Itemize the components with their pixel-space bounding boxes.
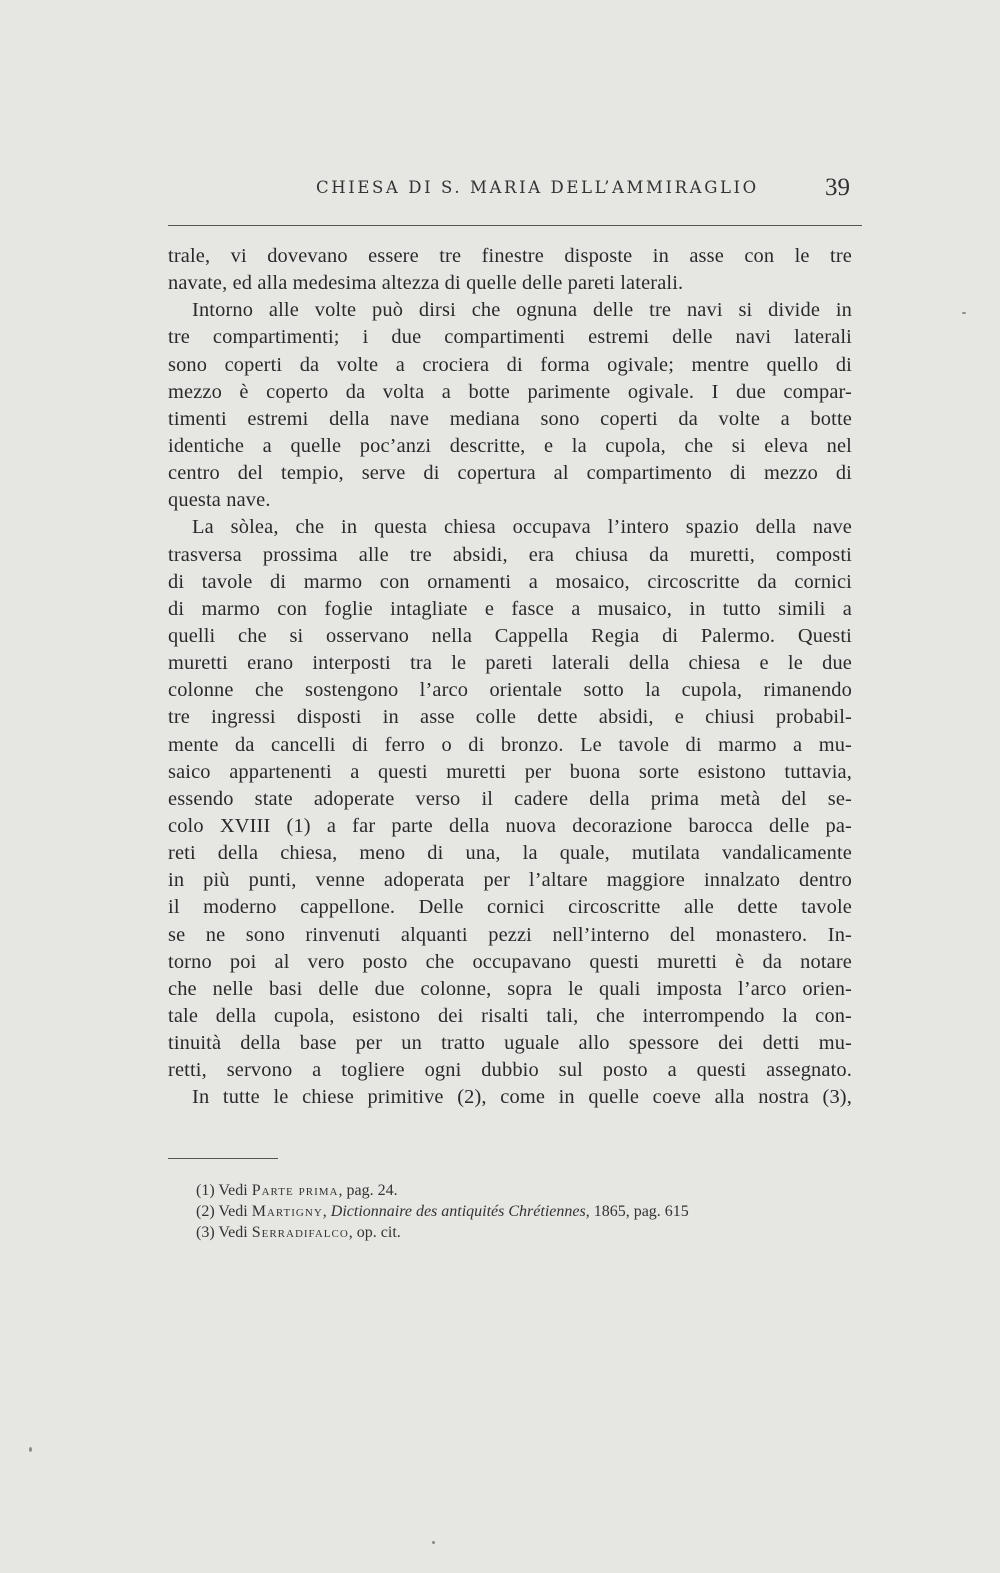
page-header	[168, 172, 852, 208]
paragraph-start-line: In tutte le chiese primitive (2), come in quelle coeve alla nostra (3),	[192, 1086, 852, 1109]
text-line: tale della cupola, esistono dei risalti tali, che interrompendo la con-	[168, 1004, 852, 1027]
running-title: CHIESA DI S. MARIA DELL’AMMIRAGLIO	[316, 178, 759, 197]
text-line: il moderno cappellone. Delle cornici circoscritte alle dette tavole	[168, 896, 852, 919]
footnote-text: Vedi	[218, 1203, 248, 1220]
text-line: navate, ed alla medesima altezza di quelle delle pareti laterali.	[168, 272, 684, 295]
footnote-work-title: Dictionnaire des antiquités Chrétiennes,	[330, 1203, 590, 1220]
paper-speck	[29, 1447, 32, 1452]
footnote-author: Martigny	[251, 1203, 323, 1220]
page-number: 39	[825, 174, 850, 201]
text-line: reti della chiesa, meno di una, la quale, mutilata vandalicamente	[168, 842, 852, 865]
footnote-marker: (1)	[196, 1182, 215, 1199]
text-line: trale, vi dovevano essere tre finestre disposte in asse con le tre	[168, 245, 852, 267]
text-line: timenti estremi della nave mediana sono coperti da volte a botte	[168, 407, 852, 430]
footnote-1	[196, 1180, 856, 1201]
text-line: di marmo con foglie intagliate e fasce a musaico, in tutto simili a	[168, 597, 852, 620]
text-line: saico appartenenti a questi muretti per buona sorte esistono tuttavia,	[168, 760, 852, 783]
footnote-2	[196, 1201, 856, 1222]
footnote-reference: Parte prima	[251, 1182, 339, 1199]
text-line: muretti erano interposti tra le pareti laterali della chiesa e le due	[168, 652, 852, 675]
footnote-marker: (3)	[196, 1224, 215, 1241]
text-line: in più punti, venne adoperata per l’altare maggiore innalzato dentro	[168, 869, 852, 892]
text-line: questa nave.	[168, 489, 271, 512]
footnote-rule	[168, 1158, 278, 1159]
text-line: quelli che si osservano nella Cappella Regia di Palermo. Questi	[168, 624, 852, 647]
text-line: colo XVIII (1) a far parte della nuova decorazione barocca delle pa-	[168, 814, 852, 837]
text-line: tre compartimenti; i due compartimenti estremi delle navi laterali	[168, 326, 852, 349]
footnote-text: ,	[322, 1203, 327, 1220]
paragraph-start-line: Intorno alle volte può dirsi che ognuna delle tre navi si divide in	[192, 299, 852, 322]
paragraph-start-line: La sòlea, che in questa chiesa occupava l’intero spazio della nave	[192, 516, 852, 539]
text-line: di tavole di marmo con ornamenti a mosaico, circoscritte da cornici	[168, 570, 852, 593]
text-line: che nelle basi delle due colonne, sopra le quali imposta l’arco orien-	[168, 977, 852, 1000]
text-line: tre ingressi disposti in asse colle dette absidi, e chiusi probabil-	[168, 706, 852, 729]
text-line: tinuità della base per un tratto uguale allo spessore dei detti mu-	[168, 1032, 852, 1055]
paper-speck	[432, 1541, 435, 1544]
text-line: identiche a quelle poc’anzi descritte, e la cupola, che si eleva nel	[168, 434, 852, 457]
text-line: sono coperti da volte a crociera di forma ogivale; mentre quello di	[168, 353, 852, 376]
footnote-author: Serradifalco	[251, 1224, 349, 1241]
footnote-3	[196, 1222, 856, 1243]
text-line: mente da cancelli di ferro o di bronzo. Le tavole di marmo a mu-	[168, 733, 852, 756]
text-line: essendo state adoperate verso il cadere della prima metà del se-	[168, 787, 852, 810]
body-text	[168, 243, 852, 1112]
text-line: trasversa prossima alle tre absidi, era chiusa da muretti, composti	[168, 543, 852, 566]
text-line: centro del tempio, serve di copertura al compartimento di mezzo di	[168, 462, 852, 485]
text-line: torno poi al vero posto che occupavano questi muretti è da notare	[168, 950, 852, 973]
text-line: colonne che sostengono l’arco orientale sotto la cupola, rimanendo	[168, 679, 852, 702]
footnotes	[196, 1180, 856, 1243]
footnote-text: Vedi	[218, 1182, 248, 1199]
footnote-text: 1865, pag. 615	[593, 1203, 689, 1220]
footnote-text: , op. cit.	[348, 1224, 401, 1241]
text-line: retti, servono a togliere ogni dubbio sul posto a questi assegnato.	[168, 1059, 852, 1082]
text-line: mezzo è coperto da volta a botte parimente ogivale. I due compar-	[168, 380, 852, 403]
footnote-text: Vedi	[218, 1224, 248, 1241]
paper-speck	[962, 312, 966, 314]
footnote-text: , pag. 24.	[338, 1182, 398, 1199]
text-line: se ne sono rinvenuti alquanti pezzi nell’interno del monastero. In-	[168, 923, 852, 946]
footnote-marker: (2)	[196, 1203, 215, 1220]
header-rule	[168, 225, 862, 226]
